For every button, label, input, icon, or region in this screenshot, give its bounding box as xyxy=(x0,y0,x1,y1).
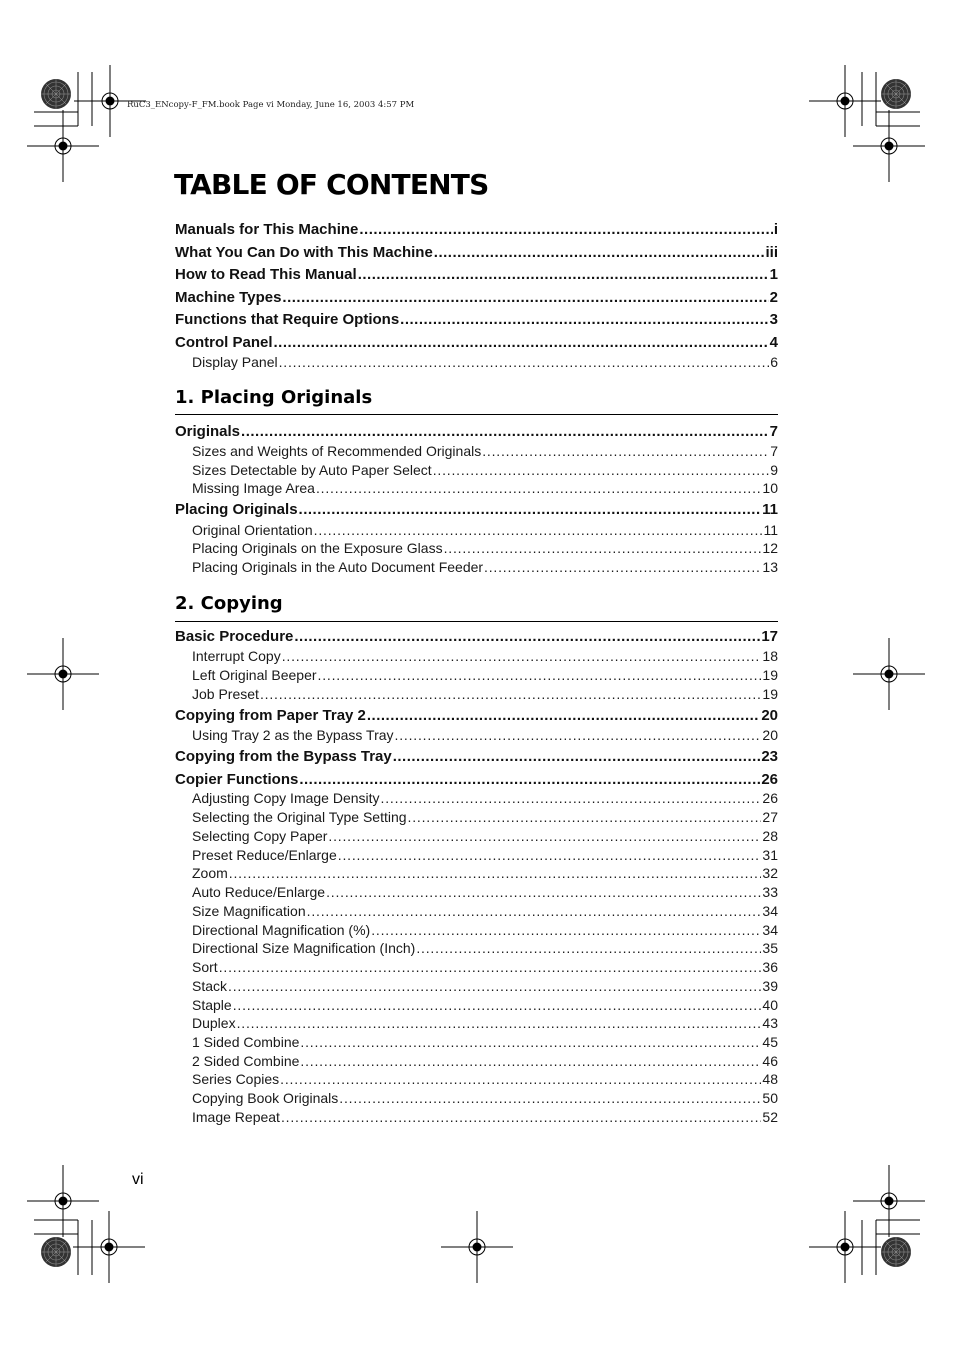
chapter-rule xyxy=(175,621,778,622)
toc-entry-label: Copying Book Originals xyxy=(192,1090,339,1106)
toc-entry-page: 23 xyxy=(761,748,778,765)
toc-entry-label: Duplex xyxy=(192,1015,236,1031)
leader-dots xyxy=(400,311,768,328)
toc-entry-page: 34 xyxy=(762,922,778,938)
toc-entry-page: 13 xyxy=(762,559,778,575)
toc-entry-page: 19 xyxy=(762,686,778,702)
chapter-rule xyxy=(175,414,778,415)
toc-entry-label: 1 Sided Combine xyxy=(192,1034,300,1050)
toc-entry-label: Left Original Beeper xyxy=(192,667,317,683)
leader-dots xyxy=(339,1090,761,1106)
toc-entry-label: Placing Originals on the Exposure Glass xyxy=(192,540,443,556)
toc-entry-page: 2 xyxy=(769,289,778,306)
toc-entry[interactable] xyxy=(175,501,778,521)
leader-dots xyxy=(328,828,761,844)
toc-entry-label: Copier Functions xyxy=(175,771,299,788)
toc-entry-label: Placing Originals in the Auto Document Feeder xyxy=(192,559,484,575)
toc-entry-page: 4 xyxy=(769,334,778,351)
toc-entry-label: Selecting Copy Paper xyxy=(192,828,328,844)
toc-entry-label: Manuals for This Machine xyxy=(175,221,359,238)
toc-subentry[interactable] xyxy=(192,1053,778,1072)
toc-entry-page: 12 xyxy=(762,540,778,556)
toc-entry-page: 34 xyxy=(762,903,778,919)
toc-subentry[interactable] xyxy=(192,997,778,1016)
leader-dots xyxy=(359,221,772,238)
toc-subentry[interactable] xyxy=(192,922,778,941)
toc-entry-page: 52 xyxy=(762,1109,778,1125)
toc-entry-label: Adjusting Copy Image Density xyxy=(192,790,380,806)
toc-entry-label: Selecting the Original Type Setting xyxy=(192,809,407,825)
leader-dots xyxy=(282,648,762,664)
leader-dots xyxy=(299,501,762,518)
toc-entry[interactable] xyxy=(175,771,778,791)
toc-entry-page: 9 xyxy=(770,462,778,478)
leader-dots xyxy=(444,540,762,556)
leader-dots xyxy=(307,903,762,919)
toc-entry-label: Auto Reduce/Enlarge xyxy=(192,884,326,900)
toc-entry-page: 20 xyxy=(761,707,778,724)
toc-entry-label: Preset Reduce/Enlarge xyxy=(192,847,337,863)
toc-entry-label: How to Read This Manual xyxy=(175,266,357,283)
toc-entry-label: Original Orientation xyxy=(192,522,313,538)
leader-dots xyxy=(314,522,763,538)
leader-dots xyxy=(482,443,769,459)
toc-subentry[interactable] xyxy=(192,978,778,997)
toc-entry-label: Directional Magnification (%) xyxy=(192,922,371,938)
toc-entry-label: What You Can Do with This Machine xyxy=(175,244,433,261)
leader-dots xyxy=(279,354,770,370)
toc-entry-label: Sizes Detectable by Auto Paper Select xyxy=(192,462,432,478)
leader-dots xyxy=(229,865,762,881)
toc-entry-label: Image Repeat xyxy=(192,1109,280,1125)
leader-dots xyxy=(433,462,770,478)
toc-entry-page: 48 xyxy=(762,1071,778,1087)
toc-entry-page: 32 xyxy=(762,865,778,881)
toc-entry-page: 10 xyxy=(762,480,778,496)
leader-dots xyxy=(241,423,769,440)
toc-subentry[interactable] xyxy=(192,354,778,373)
toc-entry-label: 2 Sided Combine xyxy=(192,1053,300,1069)
page-number: vi xyxy=(132,1171,144,1188)
toc-entry[interactable] xyxy=(175,289,778,309)
toc-subentry[interactable] xyxy=(192,648,778,667)
toc-subentry[interactable] xyxy=(192,865,778,884)
leader-dots xyxy=(484,559,761,575)
toc-entry-label: Zoom xyxy=(192,865,228,881)
toc-entry-page: 50 xyxy=(762,1090,778,1106)
leader-dots xyxy=(381,790,762,806)
toc-entry-page: 1 xyxy=(769,266,778,283)
toc-entry-label: Stack xyxy=(192,978,228,994)
toc-subentry[interactable] xyxy=(192,903,778,922)
toc-entry-page: 45 xyxy=(762,1034,778,1050)
toc-entry-page: 11 xyxy=(763,522,778,538)
leader-dots xyxy=(367,707,760,724)
book-header-info: RuC3_ENcopy-F_FM.book Page vi Monday, June 16, 2003 4:57 PM xyxy=(127,100,415,110)
toc-entry-page: 11 xyxy=(762,501,778,518)
leader-dots xyxy=(300,1053,761,1069)
leader-dots xyxy=(299,771,760,788)
toc-entry-page: 40 xyxy=(762,997,778,1013)
toc-entry-label: Functions that Require Options xyxy=(175,311,400,328)
toc-entry-page: 20 xyxy=(762,727,778,743)
leader-dots xyxy=(280,1071,761,1087)
toc-entry[interactable] xyxy=(175,707,778,727)
toc-entry-label: Basic Procedure xyxy=(175,628,294,645)
leader-dots xyxy=(274,334,769,351)
leader-dots xyxy=(393,748,761,765)
chapter-heading: 2. Copying xyxy=(175,593,283,614)
toc-subentry[interactable] xyxy=(192,790,778,809)
toc-entry-label: Interrupt Copy xyxy=(192,648,281,664)
leader-dots xyxy=(326,884,761,900)
toc-subentry[interactable] xyxy=(192,1109,778,1128)
leader-dots xyxy=(416,940,761,956)
toc-entry-label: Display Panel xyxy=(192,354,278,370)
toc-entry-label: Sort xyxy=(192,959,218,975)
leader-dots xyxy=(282,289,768,306)
toc-entry-page: 17 xyxy=(761,628,778,645)
toc-entry-page: 26 xyxy=(762,790,778,806)
toc-entry-page: 6 xyxy=(770,354,778,370)
leader-dots xyxy=(395,727,762,743)
toc-entry[interactable] xyxy=(175,311,778,331)
toc-entry-page: 43 xyxy=(762,1015,778,1031)
toc-subentry[interactable] xyxy=(192,959,778,978)
toc-entry-page: 26 xyxy=(761,771,778,788)
leader-dots xyxy=(408,809,762,825)
leader-dots xyxy=(260,686,761,702)
leader-dots xyxy=(316,480,761,496)
toc-entry-label: Job Preset xyxy=(192,686,259,702)
toc-subentry[interactable] xyxy=(192,462,778,481)
toc-entry[interactable] xyxy=(175,334,778,354)
chapter-heading: 1. Placing Originals xyxy=(175,387,373,408)
toc-subentry[interactable] xyxy=(192,727,778,746)
toc-subentry[interactable] xyxy=(192,522,778,541)
toc-subentry[interactable] xyxy=(192,828,778,847)
toc-entry-page: 28 xyxy=(762,828,778,844)
toc-entry-label: Machine Types xyxy=(175,289,282,306)
toc-entry-label: Copying from Paper Tray 2 xyxy=(175,707,366,724)
toc-entry-label: Control Panel xyxy=(175,334,273,351)
toc-subentry[interactable] xyxy=(192,559,778,578)
toc-entry-page: i xyxy=(773,221,778,238)
toc-entry[interactable] xyxy=(175,628,778,648)
toc-subentry[interactable] xyxy=(192,884,778,903)
toc-entry-label: Copying from the Bypass Tray xyxy=(175,748,392,765)
toc-entry-page: 27 xyxy=(762,809,778,825)
toc-entry[interactable] xyxy=(175,221,778,241)
leader-dots xyxy=(237,1015,762,1031)
toc-subentry[interactable] xyxy=(192,809,778,828)
toc-entry-label: Placing Originals xyxy=(175,501,298,518)
toc-entry[interactable] xyxy=(175,748,778,768)
leader-dots xyxy=(434,244,765,261)
toc-entry-label: Sizes and Weights of Recommended Originals xyxy=(192,443,482,459)
toc-entry-label: Originals xyxy=(175,423,241,440)
page-title: TABLE OF CONTENTS xyxy=(174,168,489,201)
leader-dots xyxy=(338,847,762,863)
toc-subentry[interactable] xyxy=(192,480,778,499)
leader-dots xyxy=(318,667,762,683)
leader-dots xyxy=(281,1109,761,1125)
toc-entry-page: 35 xyxy=(762,940,778,956)
toc-subentry[interactable] xyxy=(192,1015,778,1034)
toc-subentry[interactable] xyxy=(192,1034,778,1053)
toc-entry[interactable] xyxy=(175,266,778,286)
toc-entry-label: Using Tray 2 as the Bypass Tray xyxy=(192,727,394,743)
toc-entry-page: 7 xyxy=(770,443,778,459)
toc-entry[interactable] xyxy=(175,423,778,443)
toc-subentry[interactable] xyxy=(192,1090,778,1109)
leader-dots xyxy=(294,628,760,645)
toc-entry[interactable] xyxy=(175,244,778,264)
toc-entry-page: 36 xyxy=(762,959,778,975)
toc-subentry[interactable] xyxy=(192,667,778,686)
toc-entry-page: 3 xyxy=(769,311,778,328)
toc-entry-label: Staple xyxy=(192,997,232,1013)
leader-dots xyxy=(358,266,769,283)
toc-entry-page: 7 xyxy=(769,423,778,440)
leader-dots xyxy=(219,959,762,975)
toc-entry-page: 18 xyxy=(762,648,778,664)
toc-subentry[interactable] xyxy=(192,443,778,462)
toc-entry-page: 39 xyxy=(762,978,778,994)
toc-subentry[interactable] xyxy=(192,540,778,559)
toc-subentry[interactable] xyxy=(192,686,778,705)
toc-entry-page: 46 xyxy=(762,1053,778,1069)
toc-entry-page: iii xyxy=(765,244,778,261)
toc-entry-label: Series Copies xyxy=(192,1071,280,1087)
toc-subentry[interactable] xyxy=(192,847,778,866)
leader-dots xyxy=(233,997,762,1013)
toc-entry-label: Directional Size Magnification (Inch) xyxy=(192,940,416,956)
toc-entry-page: 19 xyxy=(762,667,778,683)
toc-entry-page: 33 xyxy=(762,884,778,900)
toc-entry-page: 31 xyxy=(762,847,778,863)
leader-dots xyxy=(228,978,761,994)
toc-subentry[interactable] xyxy=(192,940,778,959)
leader-dots xyxy=(371,922,761,938)
toc-entry-label: Missing Image Area xyxy=(192,480,315,496)
leader-dots xyxy=(300,1034,761,1050)
toc-entry-label: Size Magnification xyxy=(192,903,306,919)
toc-subentry[interactable] xyxy=(192,1071,778,1090)
